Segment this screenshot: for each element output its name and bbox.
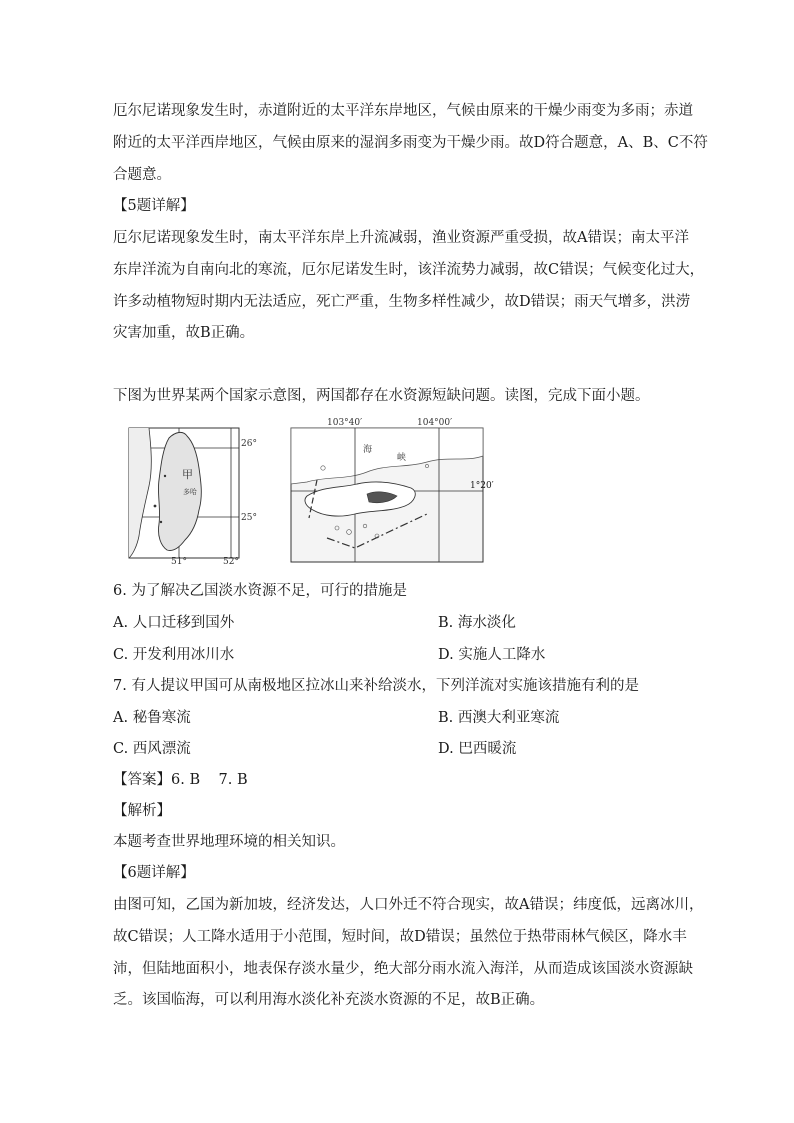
map-qatar [129,428,257,566]
q6-option-a: A. 人口迁移到国外 [113,615,235,631]
lon-51-label: 51° [171,557,187,566]
sea-label: 海 [363,445,373,455]
text-line: 许多动植物短时期内无法适应，死亡严重，生物多样性减少，故D错误；雨天气增多，洪涝 [113,294,691,310]
map-singapore [291,418,483,562]
q7-stem: 7. 有人提议甲国可从南极地区拉冰山来补给淡水，下列洋流对实施该措施有利的是 [113,678,639,694]
q6-option-d: D. 实施人工降水 [438,647,546,663]
lon-52-label: 52° [223,557,239,566]
strait-label: 峡 [397,453,407,463]
country-jia-label: 甲 [182,468,193,481]
q7-option-d: D. 巴西暖流 [438,741,517,757]
text-line: 合题意。 [113,167,171,183]
q7-option-a: A. 秘鲁寒流 [113,710,191,726]
q6-option-c: C. 开发利用冰川水 [113,647,235,663]
text-line: 灾害加重，故B正确。 [113,325,255,341]
text-line: 附近的太平洋西岸地区，气候由原来的湿润多雨变为干燥少雨。故D符合题意，A、B、C不符 [113,135,708,151]
answer-line: 【答案】6. B 7. B [113,772,248,788]
text-line: 厄尔尼诺现象发生时，南太平洋东岸上升流减弱，渔业资源严重受损，故A错误；南太平洋 [113,230,689,246]
q6-option-b: B. 海水淡化 [438,615,516,631]
intro-text: 下图为世界某两个国家示意图，两国都存在水资源短缺问题。读图，完成下面小题。 [113,388,650,404]
text-line: 故C错误；人工降水适用于小范围，短时间，故D错误；虽然位于热带雨林气候区，降水丰 [113,929,687,945]
q5-heading: 【5题详解】 [113,198,195,214]
lon-103-40-label: 103°40′ [327,418,363,428]
text-line: 厄尔尼诺现象发生时，赤道附近的太平洋东岸地区，气候由原来的干燥少雨变为多雨；赤道 [113,103,693,119]
lat-25-label: 25° [241,513,257,523]
q7-option-b: B. 西澳大利亚寒流 [438,710,560,726]
analysis-heading: 【解析】 [113,803,171,819]
city-doha-label: 多哈 [183,488,197,496]
text-line: 沛，但陆地面积小，地表保存淡水量少，绝大部分雨水流入海洋，从而造成该国淡水资源缺 [113,961,693,977]
analysis-text: 本题考查世界地理环境的相关知识。 [113,834,345,850]
text-line: 由图可知，乙国为新加坡，经济发达，人口外迁不符合现实，故A错误；纬度低，远离冰川， [113,897,704,913]
lat-1-20-label: 1°20′ [470,481,494,491]
q7-option-c: C. 西风漂流 [113,741,191,757]
q6-stem: 6. 为了解决乙国淡水资源不足，可行的措施是 [113,583,407,599]
country-maps [127,416,487,566]
lon-104-00-label: 104°00′ [417,418,453,428]
text-line: 东岸洋流为自南向北的寒流，厄尔尼诺发生时，该洋流势力减弱，故C错误；气候变化过大， [113,262,705,278]
lat-26-label: 26° [241,439,257,449]
text-line: 乏。该国临海，可以利用海水淡化补充淡水资源的不足，故B正确。 [113,992,545,1008]
q6-heading: 【6题详解】 [113,865,195,881]
